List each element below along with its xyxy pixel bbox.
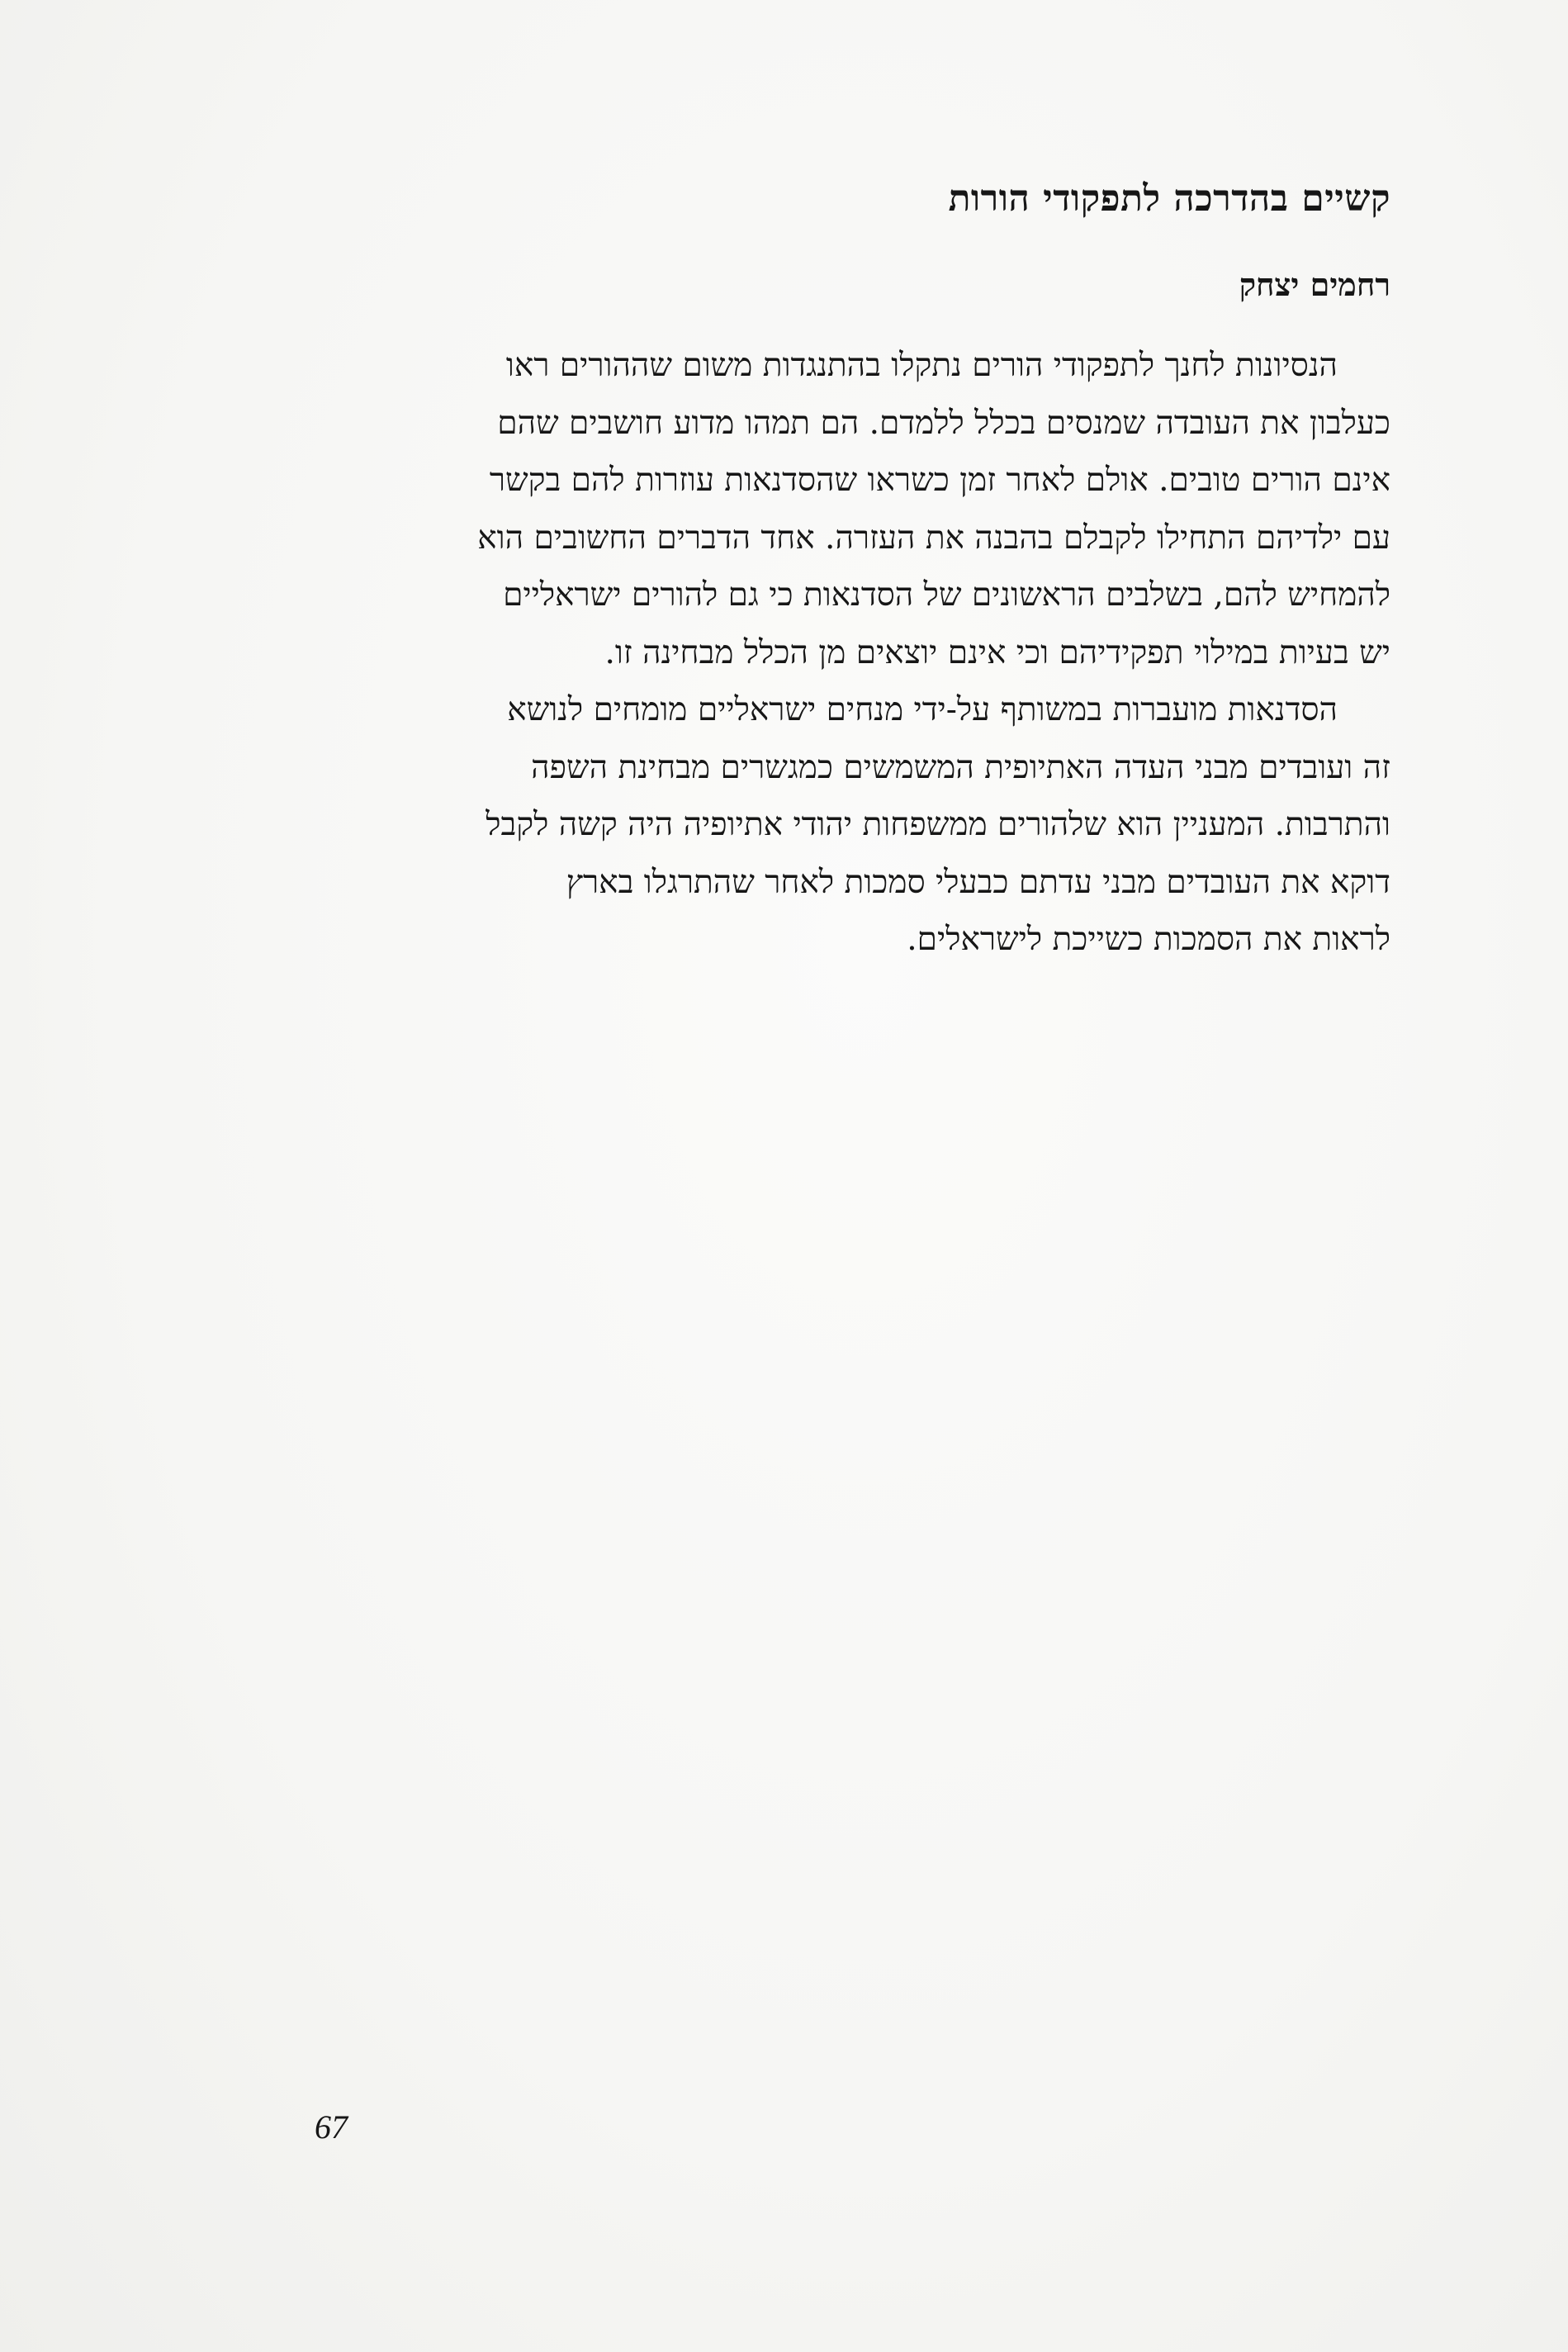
body-paragraph-2 — [268, 681, 1390, 969]
page-number: 67 — [315, 2108, 348, 2146]
paragraph-line: לראות את הסמכות כשייכת לישראלים. — [907, 921, 1390, 958]
paragraph-line: זה ועובדים מבני העדה האתיופית המשמשים כמגשרים מבחינת השפה — [531, 748, 1390, 786]
paragraph-line: כעלבון את העובדה שמנסים בכלל ללמדם. הם תמהו מדוע חושבים שהם — [497, 404, 1390, 442]
paragraph-line: להמחיש להם, בשלבים הראשונים של הסדנאות כי גם להורים ישראליים — [503, 576, 1390, 614]
paragraph-line: והתרבות. המעניין הוא שלהורים ממשפחות יהודי אתיופיה היה קשה לקבל — [486, 806, 1390, 843]
paragraph-line: עם ילדיהם התחילו לקבלם בהבנה את העזרה. אחד הדברים החשובים הוא — [477, 519, 1390, 557]
article-author: רחמים יצחק — [1239, 266, 1390, 303]
paragraph-line: הנסיונות לחנך לתפקודי הורים נתקלו בהתנגדות משום שההורים ראו — [505, 347, 1338, 384]
paragraph-line: אינם הורים טובים. אולם לאחר זמן כשראו שהסדנאות עוזרות להם בקשר — [489, 462, 1390, 499]
paragraph-line: יש בעיות במילוי תפקידיהם וכי אינם יוצאים מן הכלל מבחינה זו. — [604, 633, 1390, 671]
paragraph-line: הסדנאות מועברות במשותף על-ידי מנחים ישראליים מומחים לנושא — [507, 691, 1338, 728]
body-paragraph-1 — [268, 337, 1390, 681]
article-title: קשיים בהדרכה לתפקודי הורות — [948, 178, 1390, 220]
paragraph-line: דוקא את העובדים מבני עדתם כבעלי סמכות לאחר שהתרגלו בארץ — [566, 863, 1390, 901]
